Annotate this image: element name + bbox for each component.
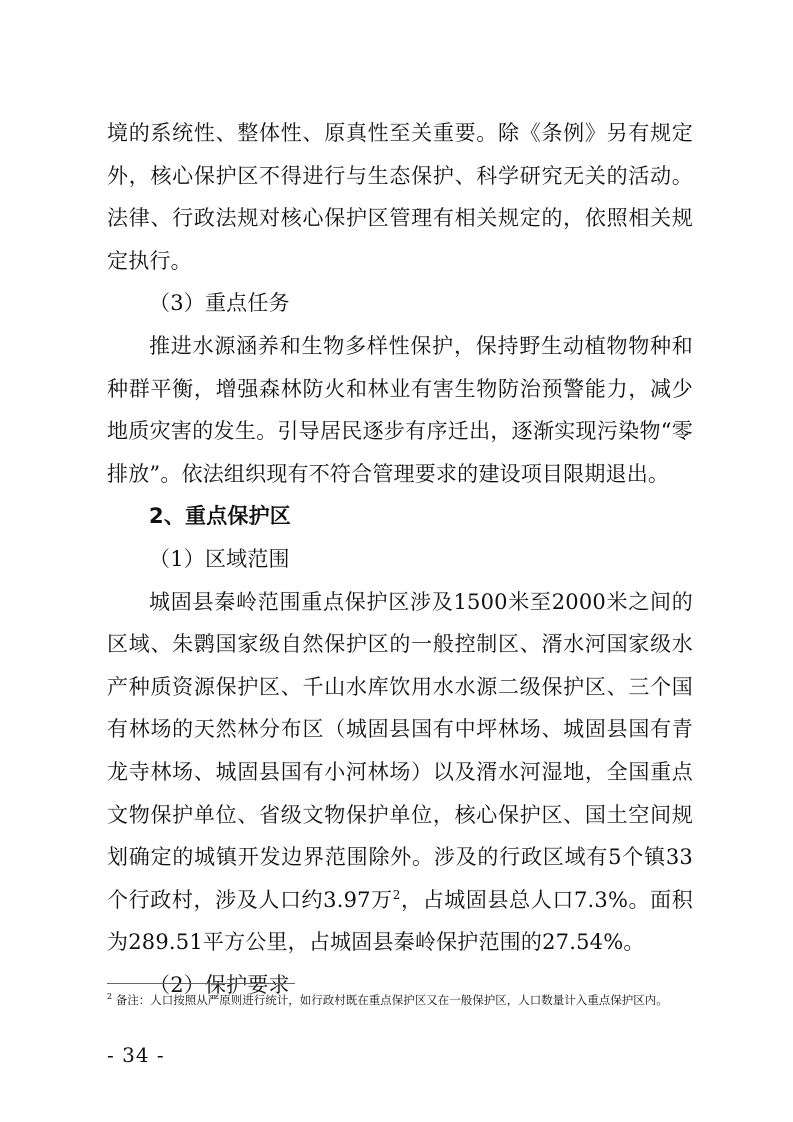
footnote-divider	[107, 983, 295, 984]
footnote-marker: 2	[107, 992, 113, 1002]
heading-key-tasks: （3）重点任务	[149, 291, 290, 316]
paragraph-core-zone-rules: 境的系统性、整体性、原真性至关重要。除《条例》另有规定外，核心保护区不得进行与生态保护、科学研究无关的活动。法律、行政法规对核心保护区管理有相关规定的，依照相关规定执行。	[107, 121, 693, 273]
paragraph-key-tasks: 推进水源涵养和生物多样性保护，保持野生动植物物种和种群平衡，增强森林防火和林业有害生物防治预警能力，减少地质灾害的发生。引导居民逐步有序迁出，逐渐实现污染物“零排放”。依法组织现有不符合管理要求的建设项目限期退出。	[107, 333, 693, 486]
area-scope-text: 城固县秦岭范围重点保护区涉及1500米至2000米之间的区域、朱鹮国家级自然保护区的一般控制区、湑水河国家级水产种质资源保护区、千山水库饮用水水源二级保护区、三个国有林场的天然林分布区（城固县国有中坪林场、城固县国有青龙寺林场、城固县国有小河林场）以及湑水河湿地，全国重点文物保护单位、省级文物保护单位，核心保护区、国土空间规划确定的城镇开发边界范围除外。涉及的行政区域有5个镇33个行政村，涉及人口约3.97万	[107, 589, 693, 912]
section-heading-key-protection-zone: 2、重点保护区	[149, 504, 292, 529]
footnote-text: 备注：人口按照从严原则进行统计，如行政村既在重点保护区又在一般保护区，人口数量计入重点保护区内。	[112, 993, 668, 1007]
page-body	[107, 112, 693, 1006]
heading-area-scope: （1）区域范围	[149, 546, 290, 571]
heading-protection-requirements: （2）保护要求	[149, 972, 290, 997]
paragraph-area-scope	[107, 581, 693, 964]
area-scope-text-tail: ，占城固县总人口7.3%。面积为289.51平方公里，占城固县秦岭保护范围的27.54%。	[107, 887, 693, 955]
footnote-reference[interactable]: 2	[392, 887, 401, 902]
page-number: - 34 -	[107, 1043, 165, 1067]
footnote	[107, 992, 707, 1008]
